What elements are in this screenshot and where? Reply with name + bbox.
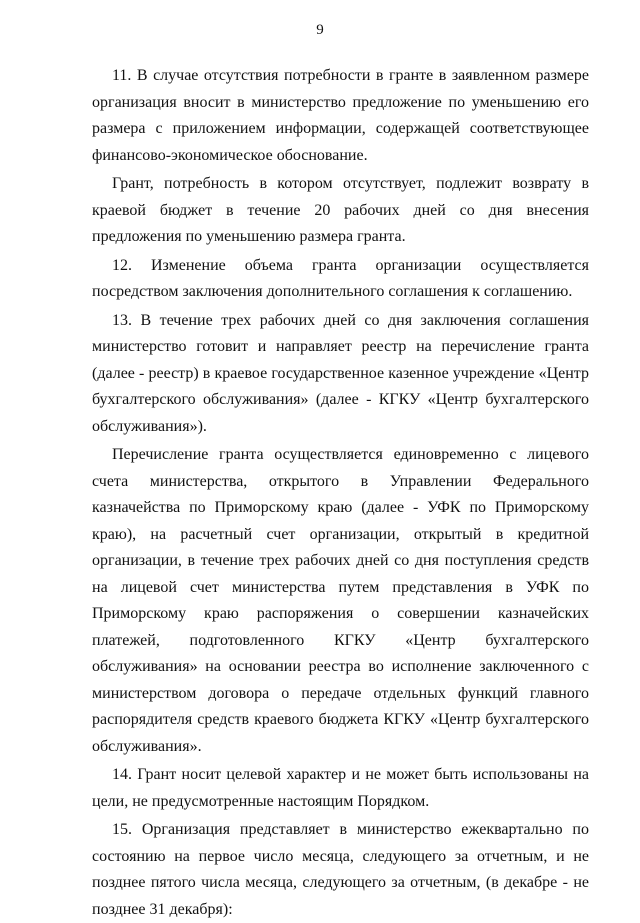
paragraph-11: 11. В случае отсутствия потребности в гранте в заявленном размере организация вносит в министерство предложение по уменьшению его размера с приложением информации, содержащей соответствующее финансово-экономическое обоснование. [92,67,589,164]
paragraph-14: 14. Грант носит целевой характер и не может быть использованы на цели, не предусмотренные настоящим Порядком. [92,766,589,810]
document-body [92,63,589,923]
page-number: 9 [316,22,324,38]
paragraph-11-grant-return: Грант, потребность в котором отсутствует, подлежит возврату в краевой бюджет в течение 20 рабочих дней со дня внесения предложения по уменьшению размера гранта. [92,175,589,245]
paragraph-13-transfer: Перечисление гранта осуществляется единовременно с лицевого счета министерства, открытого в Управлении Федерального казначейства по Приморскому краю (далее - УФК по Приморскому краю), на расчетный счет организации, открытый в кредитной организации, в течение трех рабочих дней со дня поступления средств на лицевой счет министерства путем представления в УФК по Приморскому краю распоряжения о совершении казначейских платежей, подготовленного КГКУ «Центр бухгалтерского обслуживания» на основании реестра во исполнение заключенного с министерством договора о передаче отдельных функций главного распорядителя средств краевого бюджета КГКУ «Центр бухгалтерского обслуживания». [92,446,589,755]
paragraph-12: 12. Изменение объема гранта организации осуществляется посредством заключения дополнительного соглашения к соглашению. [92,256,589,300]
paragraph-15: 15. Организация представляет в министерство ежеквартально по состоянию на первое число месяца, следующего за отчетным, и не позднее пятого числа месяца, следующего за отчетным, (в декабре - не позднее 31 декабря): [92,821,589,918]
paragraph-13: 13. В течение трех рабочих дней со дня заключения соглашения министерство готовит и направляет реестр на перечисление гранта (далее - реестр) в краевое государственное казенное учреждение «Центр бухгалтерского обслуживания» (далее - КГКУ «Центр бухгалтерского обслуживания»). [92,311,589,435]
